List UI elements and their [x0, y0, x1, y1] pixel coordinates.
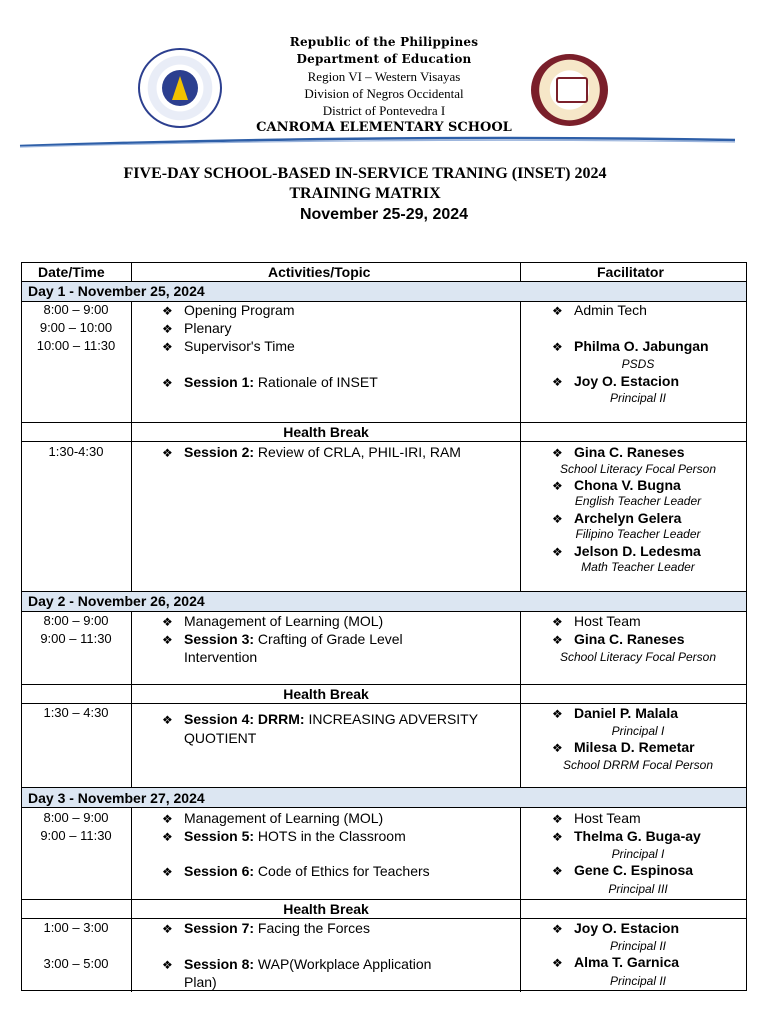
day2-pm-time: 1:30 – 4:30: [43, 705, 109, 720]
day2-time-2: 9:00 – 11:30: [40, 631, 112, 646]
day3-session-8: ❖ Session 8: WAP(Workplace Application: [162, 956, 432, 972]
bullet-icon: ❖: [552, 479, 563, 493]
header-divider: [0, 128, 768, 152]
bullet-icon: ❖: [162, 446, 173, 460]
day1-pm-time: 1:30-4:30: [48, 444, 104, 459]
day2-facilitator-2-role: School Literacy Focal Person: [559, 650, 717, 664]
bullet-icon: ❖: [552, 375, 563, 389]
day2-facilitator-4: ❖ Milesa D. Remetar: [552, 739, 695, 755]
day3-facilitator-3: ❖ Gene C. Espinosa: [552, 862, 694, 878]
day2-session-4: ❖ Session 4: DRRM: INCREASING ADVERSITY: [162, 711, 479, 727]
day1-facilitator-5-role: English Teacher Leader: [574, 494, 702, 508]
bullet-icon: ❖: [552, 707, 563, 721]
bullet-icon: ❖: [162, 958, 173, 972]
bullet-icon: ❖: [552, 830, 563, 844]
day1-facilitator-4: ❖ Gina C. Raneses: [552, 444, 685, 460]
day3-session-6: ❖ Session 6: Code of Ethics for Teachers: [162, 863, 430, 879]
day3-session-7: ❖ Session 7: Facing the Forces: [162, 920, 370, 936]
day3-facilitator-5: ❖ Alma T. Garnica: [552, 954, 680, 970]
day2-label: Day 2 - November 26, 2024: [28, 593, 205, 609]
bullet-icon: ❖: [162, 304, 173, 318]
department-line: Department of Education: [296, 52, 472, 66]
school-name: CANROMA ELEMENTARY SCHOOL: [256, 120, 512, 135]
day3-facilitator-5-role: Principal II: [609, 974, 667, 988]
day1-facilitator-6-role: Filipino Teacher Leader: [575, 527, 701, 541]
day1-time-2: 9:00 – 10:00: [39, 320, 113, 335]
division-line: Division of Negros Occidental: [304, 86, 464, 101]
day1-time-3: 10:00 – 11:30: [36, 338, 116, 353]
document-title: FIVE-DAY SCHOOL-BASED IN-SERVICE TRANING (INSET) 2024: [123, 165, 607, 182]
day2-activity-1: ❖ Management of Learning (MOL): [162, 613, 384, 629]
bullet-icon: ❖: [552, 922, 563, 936]
republic-line: Republic of the Philippines: [289, 35, 479, 49]
day3-pm-time-2: 3:00 – 5:00: [43, 956, 109, 971]
bullet-icon: ❖: [162, 615, 173, 629]
day1-time-1: 8:00 – 9:00: [43, 302, 109, 317]
bullet-icon: ❖: [552, 956, 563, 970]
day1-facilitator-2: ❖ Philma O. Jabungan: [552, 338, 709, 354]
day3-label: Day 3 - November 27, 2024: [28, 790, 205, 806]
day1-facilitator-5: ❖ Chona V. Bugna: [552, 477, 681, 493]
day3-facilitator-4-role: Principal II: [609, 939, 667, 953]
letterhead: [0, 0, 768, 150]
day3-facilitator-2-role: Principal I: [611, 847, 665, 861]
day1-facilitator-4-role: School Literacy Focal Person: [559, 462, 717, 476]
bullet-icon: ❖: [552, 741, 563, 755]
day1-facilitator-1: ❖ Admin Tech: [552, 302, 647, 318]
day2-facilitator-4-role: School DRRM Focal Person: [562, 758, 714, 772]
district-line: District of Pontevedra I: [322, 103, 446, 118]
bullet-icon: ❖: [552, 633, 563, 647]
day2-facilitator-3: ❖ Daniel P. Malala: [552, 705, 679, 721]
day3-facilitator-4: ❖ Joy O. Estacion: [552, 920, 680, 936]
bullet-icon: ❖: [552, 512, 563, 526]
day2-time-1: 8:00 – 9:00: [43, 613, 109, 628]
bullet-icon: ❖: [552, 812, 563, 826]
bullet-icon: ❖: [162, 713, 173, 727]
bullet-icon: ❖: [552, 615, 563, 629]
day1-activity-3: ❖ Supervisor's Time: [162, 338, 295, 354]
bullet-icon: ❖: [162, 633, 173, 647]
day1-facilitator-2-role: PSDS: [621, 357, 655, 371]
bullet-icon: ❖: [162, 812, 173, 826]
day1-activity-2: ❖ Plenary: [162, 320, 232, 336]
day3-session-5: ❖ Session 5: HOTS in the Classroom: [162, 828, 406, 844]
day2-session-3-cont: Intervention: [184, 649, 258, 665]
day3-facilitator-3-role: Principal III: [608, 882, 668, 896]
document-date: November 25-29, 2024: [299, 206, 469, 223]
day1-session-1: ❖ Session 1: Rationale of INSET: [162, 374, 378, 390]
bullet-icon: ❖: [162, 922, 173, 936]
bullet-icon: ❖: [162, 340, 173, 354]
bullet-icon: ❖: [162, 322, 173, 336]
bullet-icon: ❖: [162, 376, 173, 390]
region-line: Region VI – Western Visayas: [307, 69, 461, 84]
day1-facilitator-7: ❖ Jelson D. Ledesma: [552, 543, 701, 559]
day1-facilitator-7-role: Math Teacher Leader: [581, 560, 695, 574]
day1-activity-1: ❖ Opening Program: [162, 302, 295, 318]
day1-health-break: Health Break: [283, 424, 369, 440]
day3-facilitator-2: ❖ Thelma G. Buga-ay: [552, 828, 701, 844]
day1-session-2: ❖ Session 2: Review of CRLA, PHIL-IRI, RAM: [162, 444, 461, 460]
day1-facilitator-3-role: Principal II: [609, 391, 667, 405]
bullet-icon: ❖: [552, 340, 563, 354]
day2-health-break: Health Break: [283, 686, 369, 702]
bullet-icon: ❖: [552, 545, 563, 559]
day2-facilitator-1: ❖ Host Team: [552, 613, 641, 629]
day3-health-break: Health Break: [283, 901, 369, 917]
header-date-time: Date/Time: [38, 264, 105, 280]
header-activities: Activities/Topic: [268, 264, 371, 280]
bullet-icon: ❖: [162, 865, 173, 879]
day3-session-8-cont: Plan): [184, 974, 217, 990]
bullet-icon: ❖: [552, 864, 563, 878]
day1-facilitator-3: ❖ Joy O. Estacion: [552, 373, 680, 389]
bullet-icon: ❖: [552, 446, 563, 460]
day2-session-3: ❖ Session 3: Crafting of Grade Level: [162, 631, 403, 647]
day3-activity-1: ❖ Management of Learning (MOL): [162, 810, 384, 826]
header-facilitator: Facilitator: [597, 264, 664, 280]
day3-time-1: 8:00 – 9:00: [43, 810, 109, 825]
day2-facilitator-3-role: Principal I: [611, 724, 665, 738]
day3-facilitator-1: ❖ Host Team: [552, 810, 641, 826]
training-matrix-table: [21, 262, 747, 991]
day2-session-4-cont: QUOTIENT: [184, 730, 257, 746]
day1-label: Day 1 - November 25, 2024: [28, 283, 205, 299]
day3-time-2: 9:00 – 11:30: [40, 828, 112, 843]
day2-facilitator-2: ❖ Gina C. Raneses: [552, 631, 685, 647]
day3-pm-time-1: 1:00 – 3:00: [43, 920, 109, 935]
bullet-icon: ❖: [162, 830, 173, 844]
bullet-icon: ❖: [552, 304, 563, 318]
document-subtitle: TRAINING MATRIX: [289, 185, 441, 202]
day1-facilitator-6: ❖ Archelyn Gelera: [552, 510, 682, 526]
